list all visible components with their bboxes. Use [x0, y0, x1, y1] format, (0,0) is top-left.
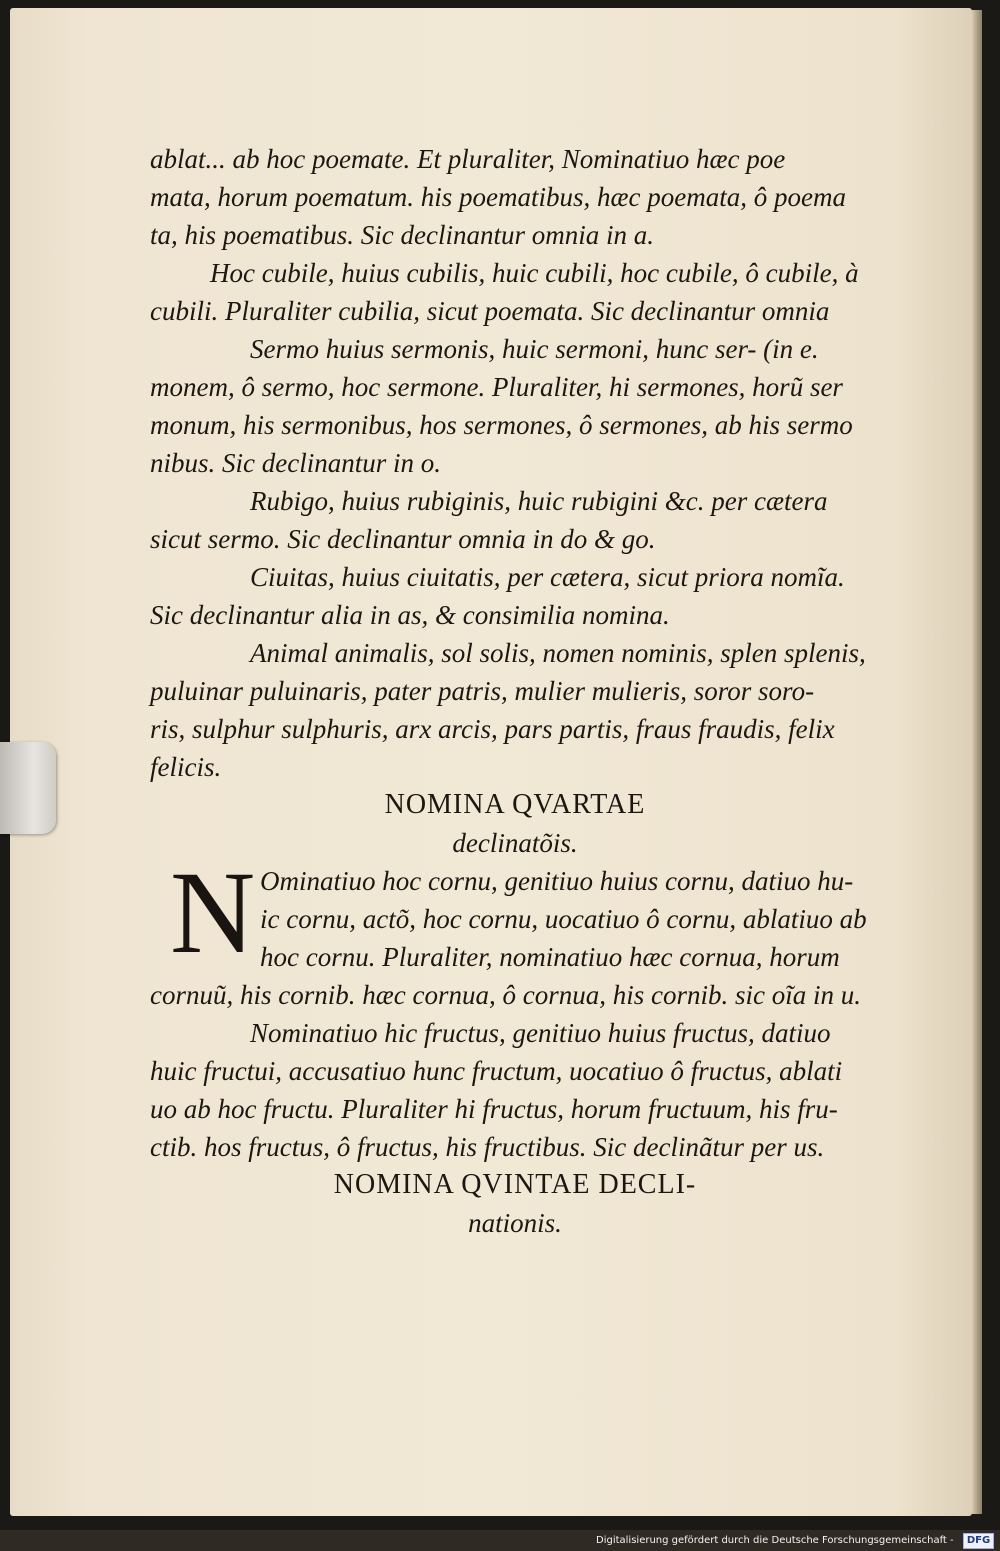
text-line: Sic declinantur alia in as, & consimilia nomina.	[150, 600, 670, 630]
text-line: Rubigo, huius rubiginis, huic rubigini &c. per cætera	[250, 486, 828, 516]
text-line: mata, horum poematum. his poematibus, hæc poemata, ô poema	[150, 182, 846, 212]
text-line: ris, sulphur sulphuris, arx arcis, pars partis, fraus fraudis, felix	[150, 714, 835, 744]
text-line: nibus. Sic declinantur in o.	[150, 448, 441, 478]
text-line: Ominatiuo hoc cornu, genitiuo huius cornu, datiuo hu-	[260, 866, 854, 896]
text-line: hoc cornu. Pluraliter, nominatiuo hæc cornua, horum	[260, 942, 840, 972]
text-line: huic fructui, accusatiuo hunc fructum, uocatiuo ô fructus, ablati	[150, 1056, 843, 1086]
text-line: monum, his sermonibus, hos sermones, ô sermones, ab his sermo	[150, 410, 853, 440]
text-line: monem, ô sermo, hoc sermone. Pluraliter, hi sermones, horũ ser	[150, 372, 843, 402]
text-line: uo ab hoc fructu. Pluraliter hi fructus, horum fructuum, his fru-	[150, 1094, 838, 1124]
section-subheading: declinatõis.	[452, 828, 578, 858]
dfg-logo: DFG	[963, 1533, 994, 1549]
text-line: Animal animalis, sol solis, nomen nominis, splen splenis,	[250, 638, 866, 668]
text-line: Nominatiuo hic fructus, genitiuo huius fructus, datiuo	[250, 1018, 831, 1048]
page-edge	[972, 10, 982, 1514]
text-line: cornuũ, his cornib. hæc cornua, ô cornua, his cornib. sic oĩa in u.	[150, 980, 861, 1010]
text-line: sicut sermo. Sic declinantur omnia in do & go.	[150, 524, 656, 554]
digitization-credit	[596, 1532, 994, 1550]
text-line: Hoc cubile, huius cubilis, huic cubili, hoc cubile, ô cubile, à	[210, 258, 859, 288]
text-line: puluinar puluinaris, pater patris, mulier mulieris, soror soro-	[150, 676, 815, 706]
text-line: cubili. Pluraliter cubilia, sicut poemata. Sic declinantur omnia	[150, 296, 830, 326]
text-line: ablat... ab hoc poemate. Et pluraliter, Nominatiuo hæc poe	[150, 144, 786, 174]
drop-capital: N	[170, 847, 256, 978]
text-line: Sermo huius sermonis, huic sermoni, hunc ser- (in e.	[250, 334, 819, 364]
text-line: Ciuitas, huius ciuitatis, per cætera, sicut priora nomĩa.	[250, 562, 845, 592]
credit-text: Digitalisierung gefördert durch die Deutsche Forschungsgemeinschaft -	[596, 1535, 954, 1546]
text-line: ctib. hos fructus, ô fructus, his fructibus. Sic declinãtur per us.	[150, 1132, 825, 1162]
dropcap-paragraph	[150, 847, 880, 978]
page-text	[150, 140, 880, 1242]
text-line: ic cornu, actõ, hoc cornu, uocatiuo ô cornu, ablatiuo ab	[260, 904, 867, 934]
section-subheading: nationis.	[468, 1208, 562, 1238]
page-clip	[0, 742, 56, 834]
text-line: ta, his poematibus. Sic declinantur omnia in a.	[150, 220, 654, 250]
section-heading: NOMINA QVINTAE DECLI-	[333, 1169, 697, 1200]
text-line: felicis.	[150, 752, 222, 782]
section-heading: NOMINA QVARTAE	[384, 789, 646, 820]
